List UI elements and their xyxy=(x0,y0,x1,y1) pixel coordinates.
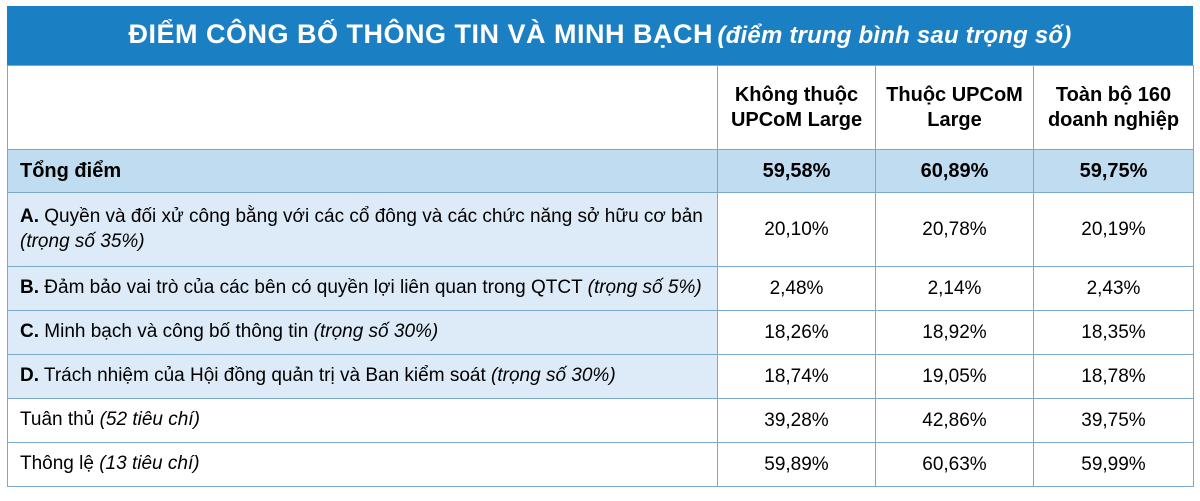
row-label-lead: A. xyxy=(20,205,39,227)
row-label-lead: D. xyxy=(20,365,39,387)
row-label-text: Trách nhiệm của Hội đồng quản trị và Ban kiểm soát xyxy=(39,365,492,387)
page-subtitle: (điểm trung bình sau trọng số) xyxy=(717,22,1072,49)
row-value: 18,26% xyxy=(718,311,876,355)
table-row xyxy=(8,150,1194,193)
row-value: 2,14% xyxy=(876,267,1034,311)
column-header-all-160: Toàn bộ 160 doanh nghiệp xyxy=(1034,66,1194,150)
row-label xyxy=(8,399,718,443)
row-value: 59,99% xyxy=(1034,443,1194,487)
row-label-lead: C. xyxy=(20,321,39,343)
row-label-note: (trọng số 30%) xyxy=(491,365,616,387)
row-label-text: Minh bạch và công bố thông tin xyxy=(39,321,314,343)
header-row xyxy=(8,66,1194,150)
row-value: 2,48% xyxy=(718,267,876,311)
row-label xyxy=(8,193,718,267)
row-label-lead: B. xyxy=(20,277,39,299)
row-label-text: Đảm bảo vai trò của các bên có quyền lợi liên quan trong QTCT xyxy=(39,277,588,299)
row-label xyxy=(8,443,718,487)
row-label xyxy=(8,355,718,399)
row-label xyxy=(8,311,718,355)
row-value: 18,78% xyxy=(1034,355,1194,399)
table-row xyxy=(8,355,1194,399)
row-label-note: (52 tiêu chí) xyxy=(99,409,200,431)
row-value: 39,28% xyxy=(718,399,876,443)
row-value: 60,89% xyxy=(876,150,1034,193)
row-value: 42,86% xyxy=(876,399,1034,443)
column-header-upcom-large: Thuộc UPCoM Large xyxy=(876,66,1034,150)
row-value: 18,74% xyxy=(718,355,876,399)
table-row xyxy=(8,193,1194,267)
table-row xyxy=(8,311,1194,355)
row-value: 18,92% xyxy=(876,311,1034,355)
row-value: 20,78% xyxy=(876,193,1034,267)
row-label xyxy=(8,267,718,311)
column-header-criteria xyxy=(8,66,718,150)
table-title-bar xyxy=(7,6,1193,65)
row-value: 60,63% xyxy=(876,443,1034,487)
page-title: ĐIỂM CÔNG BỐ THÔNG TIN VÀ MINH BẠCH xyxy=(128,19,714,49)
column-header-non-upcom-large: Không thuộc UPCoM Large xyxy=(718,66,876,150)
row-value: 18,35% xyxy=(1034,311,1194,355)
row-value: 19,05% xyxy=(876,355,1034,399)
scores-table xyxy=(7,65,1194,487)
row-label-text: Tuân thủ xyxy=(20,409,100,431)
row-label-lead: Tổng điểm xyxy=(20,160,122,182)
table-row xyxy=(8,443,1194,487)
row-label-note: (trọng số 5%) xyxy=(587,277,702,299)
row-value: 20,19% xyxy=(1034,193,1194,267)
row-label-note: (trọng số 35%) xyxy=(20,230,145,252)
row-value: 39,75% xyxy=(1034,399,1194,443)
row-label-text: Thông lệ xyxy=(20,453,100,475)
row-value: 2,43% xyxy=(1034,267,1194,311)
row-label-note: (13 tiêu chí) xyxy=(99,453,200,475)
table-row xyxy=(8,267,1194,311)
row-value: 20,10% xyxy=(718,193,876,267)
report-table-container xyxy=(7,6,1193,487)
table-row xyxy=(8,399,1194,443)
table-header xyxy=(8,66,1194,150)
table-body xyxy=(8,150,1194,487)
row-label-note: (trọng số 30%) xyxy=(313,321,439,343)
row-value: 59,75% xyxy=(1034,150,1194,193)
row-label xyxy=(8,150,718,193)
row-value: 59,58% xyxy=(718,150,876,193)
row-label-text: Quyền và đối xử công bằng với các cổ đông và các chức năng sở hữu cơ bản xyxy=(39,205,703,227)
row-value: 59,89% xyxy=(718,443,876,487)
